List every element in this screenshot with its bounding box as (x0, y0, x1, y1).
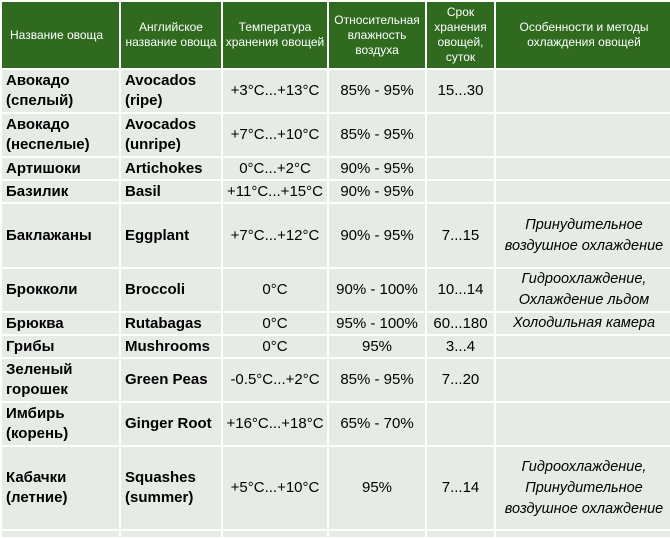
table-row (2, 313, 670, 334)
cell-method (496, 114, 670, 156)
cell-term: 3...4 (427, 336, 494, 357)
cell-method (496, 181, 670, 202)
cut-cell (427, 531, 494, 537)
cut-cell (496, 531, 670, 537)
cell-temperature: 0°C (223, 336, 327, 357)
cell-temperature: 0°C (223, 313, 327, 334)
cell-temperature: +3°C...+13°C (223, 70, 327, 112)
cell-english: Mushrooms (121, 336, 221, 357)
cell-humidity: 95% (329, 336, 425, 357)
cell-temperature: +7°C...+12°C (223, 204, 327, 267)
cell-term: 60...180 (427, 313, 494, 334)
cell-temperature: 0°C...+2°C (223, 158, 327, 179)
cell-method (496, 403, 670, 445)
table-row (2, 359, 670, 401)
cell-term: 10...14 (427, 269, 494, 311)
cell-humidity: 90% - 95% (329, 181, 425, 202)
table-row (2, 447, 670, 529)
cell-english: Artichokes (121, 158, 221, 179)
table-row (2, 204, 670, 267)
cell-humidity: 90% - 100% (329, 269, 425, 311)
table-row (2, 158, 670, 179)
cell-term: 15...30 (427, 70, 494, 112)
cell-vegetable: Грибы (2, 336, 119, 357)
cell-vegetable: Базилик (2, 181, 119, 202)
cell-vegetable: Кабачки (летние) (2, 447, 119, 529)
cell-method: Принудительное воздушное охлаждение (496, 204, 670, 267)
table-row (2, 114, 670, 156)
cell-term (427, 114, 494, 156)
cell-method (496, 70, 670, 112)
cell-vegetable: Артишоки (2, 158, 119, 179)
header-methods: Особенности и методы охлаждения овощей (496, 2, 670, 68)
cell-vegetable: Зеленый горошек (2, 359, 119, 401)
cell-humidity: 65% - 70% (329, 403, 425, 445)
header-term: Срок хранения овощей, суток (427, 2, 494, 68)
cell-method (496, 336, 670, 357)
header-row (2, 2, 670, 68)
cell-english: Eggplant (121, 204, 221, 267)
cell-english: Ginger Root (121, 403, 221, 445)
cell-humidity: 85% - 95% (329, 114, 425, 156)
header-vegetable: Название овоща (2, 2, 119, 68)
cell-method: Холодильная камера (496, 313, 670, 334)
table-row (2, 70, 670, 112)
header-english: Английское название овоща (121, 2, 221, 68)
cut-cell (2, 531, 119, 537)
cell-term: 7...14 (427, 447, 494, 529)
cell-temperature: 0°C (223, 269, 327, 311)
cell-term (427, 158, 494, 179)
header-temperature: Температура хранения овощей (223, 2, 327, 68)
cut-cell (329, 531, 425, 537)
cell-term: 7...20 (427, 359, 494, 401)
cut-cell (121, 531, 221, 537)
cell-humidity: 85% - 95% (329, 359, 425, 401)
cell-vegetable: Авокадо (спелый) (2, 70, 119, 112)
cell-english: Broccoli (121, 269, 221, 311)
cell-temperature: +16°C...+18°C (223, 403, 327, 445)
cell-humidity: 90% - 95% (329, 204, 425, 267)
cell-humidity: 95% (329, 447, 425, 529)
cell-vegetable: Авокадо (неспелые) (2, 114, 119, 156)
cell-method: Гидроохлаждение, Принудительное воздушное охлаждение (496, 447, 670, 529)
table-row (2, 181, 670, 202)
cell-vegetable: Баклажаны (2, 204, 119, 267)
cell-term: 7...15 (427, 204, 494, 267)
cell-humidity: 90% - 95% (329, 158, 425, 179)
table-row-cut (2, 531, 670, 537)
cell-method: Гидроохлаждение, Охлаждение льдом (496, 269, 670, 311)
table-row (2, 336, 670, 357)
cell-term (427, 181, 494, 202)
cell-method (496, 359, 670, 401)
cell-method (496, 158, 670, 179)
cell-vegetable: Брюква (2, 313, 119, 334)
header-humidity: Относительная влажность воздуха (329, 2, 425, 68)
cell-temperature: -0.5°C...+2°C (223, 359, 327, 401)
cell-english: Rutabagas (121, 313, 221, 334)
cell-vegetable: Имбирь (корень) (2, 403, 119, 445)
cell-temperature: +7°C...+10°C (223, 114, 327, 156)
cut-cell (223, 531, 327, 537)
cell-english: Green Peas (121, 359, 221, 401)
cell-temperature: +11°C...+15°C (223, 181, 327, 202)
cell-english: Squashes (summer) (121, 447, 221, 529)
cell-humidity: 85% - 95% (329, 70, 425, 112)
cell-temperature: +5°C...+10°C (223, 447, 327, 529)
cell-english: Avocados (ripe) (121, 70, 221, 112)
table-row (2, 403, 670, 445)
cell-english: Basil (121, 181, 221, 202)
cell-term (427, 403, 494, 445)
table-row (2, 269, 670, 311)
cell-humidity: 95% - 100% (329, 313, 425, 334)
cell-vegetable: Брокколи (2, 269, 119, 311)
cell-english: Avocados (unripe) (121, 114, 221, 156)
